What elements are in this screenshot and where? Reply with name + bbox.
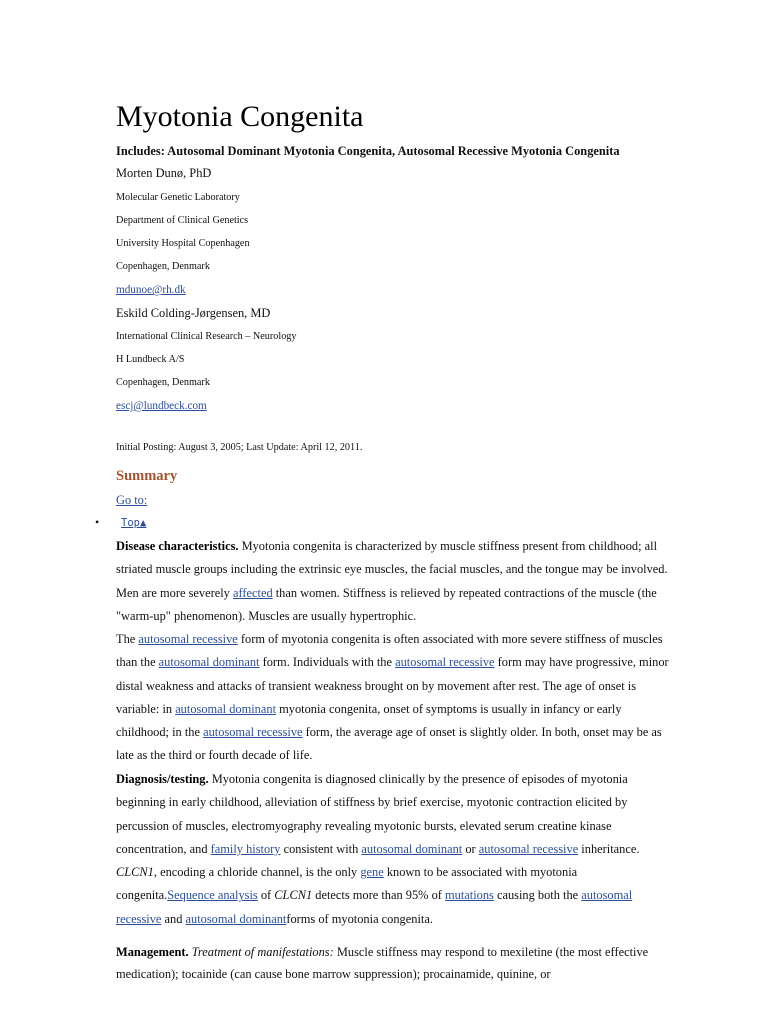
text-run: form of myotonia congenita is often associated with more severe stiffness of muscles than the [116,632,663,670]
affiliation-line: Department of Clinical Genetics [116,215,249,226]
glossary-link[interactable]: affected [232,585,273,600]
paragraph-inheritance-forms [116,628,676,768]
text-run: consistent with [280,841,362,856]
text-run: form may have progressive, minor distal weakness and attacks of transient weakness brought on by movement after rest. The age of onset is variable: in [116,655,669,716]
affiliation-line: International Clinical Research – Neurology [116,331,297,342]
glossary-link[interactable]: mutations [445,888,494,903]
text-run: Myotonia congenita is characterized by muscle stiffness present from childhood; all striated muscle groups including the extrinsic eye muscles, the facial muscles, and the tongue may be involved. Men are more severely [116,539,668,600]
glossary-link[interactable]: autosomal recessive [138,632,238,646]
paragraph-heading: Diagnosis/testing. [116,772,209,786]
goto-link[interactable]: Go to: [116,493,148,507]
glossary-link[interactable]: Sequence analysis [167,888,258,903]
text-run: known to be associated with myotonia congenita. [116,865,578,903]
author-name: Morten Dunø, PhD [116,166,212,180]
paragraph-disease-characteristics [116,535,676,628]
affiliation-line: Copenhagen, Denmark [116,377,210,388]
text-run: or [462,841,479,856]
text-run: forms of myotonia congenita. [286,911,433,926]
affiliation-line: H Lundbeck A/S [116,354,185,365]
gene-name: CLCN1 [274,888,313,903]
glossary-link[interactable]: gene [360,865,384,880]
glossary-link[interactable]: autosomal dominant [185,911,287,926]
text-run: inheritance. [578,841,640,856]
list-bullet: • [95,515,100,529]
affiliation-line: University Hospital Copenhagen [116,238,250,249]
glossary-link[interactable]: autosomal dominant [361,841,463,856]
gene-name: CLCN1 [116,865,154,880]
text-run: detects more than 95% of [312,888,445,903]
text-run: form. Individuals with the [259,655,396,670]
text-run: form, the average age of onset is slightly older. In both, onset may be as late as the third or fourth decade of life. [116,725,662,763]
glossary-link[interactable]: autosomal recessive [478,841,579,856]
text-run: The [116,632,139,646]
email-link[interactable]: escj@lundbeck.com [116,400,207,412]
text-run: , encoding a chloride channel, is the only [153,865,361,880]
glossary-link[interactable]: autosomal recessive [203,725,303,740]
author-name: Eskild Colding-Jørgensen, MD [116,306,271,320]
includes-line: Includes: Autosomal Dominant Myotonia Congenita, Autosomal Recessive Myotonia Congenita [116,144,620,158]
text-run: of [257,888,275,903]
glossary-link[interactable]: autosomal recessive [116,888,633,926]
glossary-link[interactable]: autosomal dominant [158,655,260,670]
paragraph-diagnosis-testing [116,768,676,931]
affiliation-line: Molecular Genetic Laboratory [116,192,240,203]
page-title: Myotonia Congenita [116,100,364,133]
glossary-link[interactable]: autosomal recessive [395,655,495,670]
posting-dates: Initial Posting: August 3, 2005; Last Update: April 12, 2011. [116,442,363,453]
paragraph-heading: Management. [116,945,189,959]
affiliation-line: Copenhagen, Denmark [116,261,210,272]
glossary-link[interactable]: autosomal dominant [175,701,277,716]
email-link[interactable]: mdunoe@rh.dk [116,284,186,296]
text-run: than women. Stiffness is relieved by repeated contractions of the muscle (the "warm-up" phenomenon). Muscles are usually hypertrophic. [116,585,657,623]
paragraph-heading: Disease characteristics. [116,539,239,553]
text-run: Muscle stiffness may respond to mexiletine (the most effective medication); tocainide (can cause bone marrow suppression); procainamide, quinine, or [116,945,649,981]
text-run: and [161,911,186,926]
subheading: Treatment of manifestations: [191,945,334,959]
text-run: causing both the [493,888,582,903]
glossary-link[interactable]: family history [210,841,281,856]
section-heading-summary: Summary [116,468,178,484]
top-link[interactable]: Top▲ [121,517,147,529]
paragraph-management [116,941,676,985]
text-run: myotonia congenita, onset of symptoms is usually in infancy or early childhood; in the [116,701,622,740]
text-run: Myotonia congenita is diagnosed clinically by the presence of episodes of myotonia beginning in early childhood, alleviation of stiffness by brief exercise, myotonic contraction elicited by percussion of muscles, electromyography revealing myotonic bursts, elevated serum creatine kinase concentration, and [116,772,628,856]
